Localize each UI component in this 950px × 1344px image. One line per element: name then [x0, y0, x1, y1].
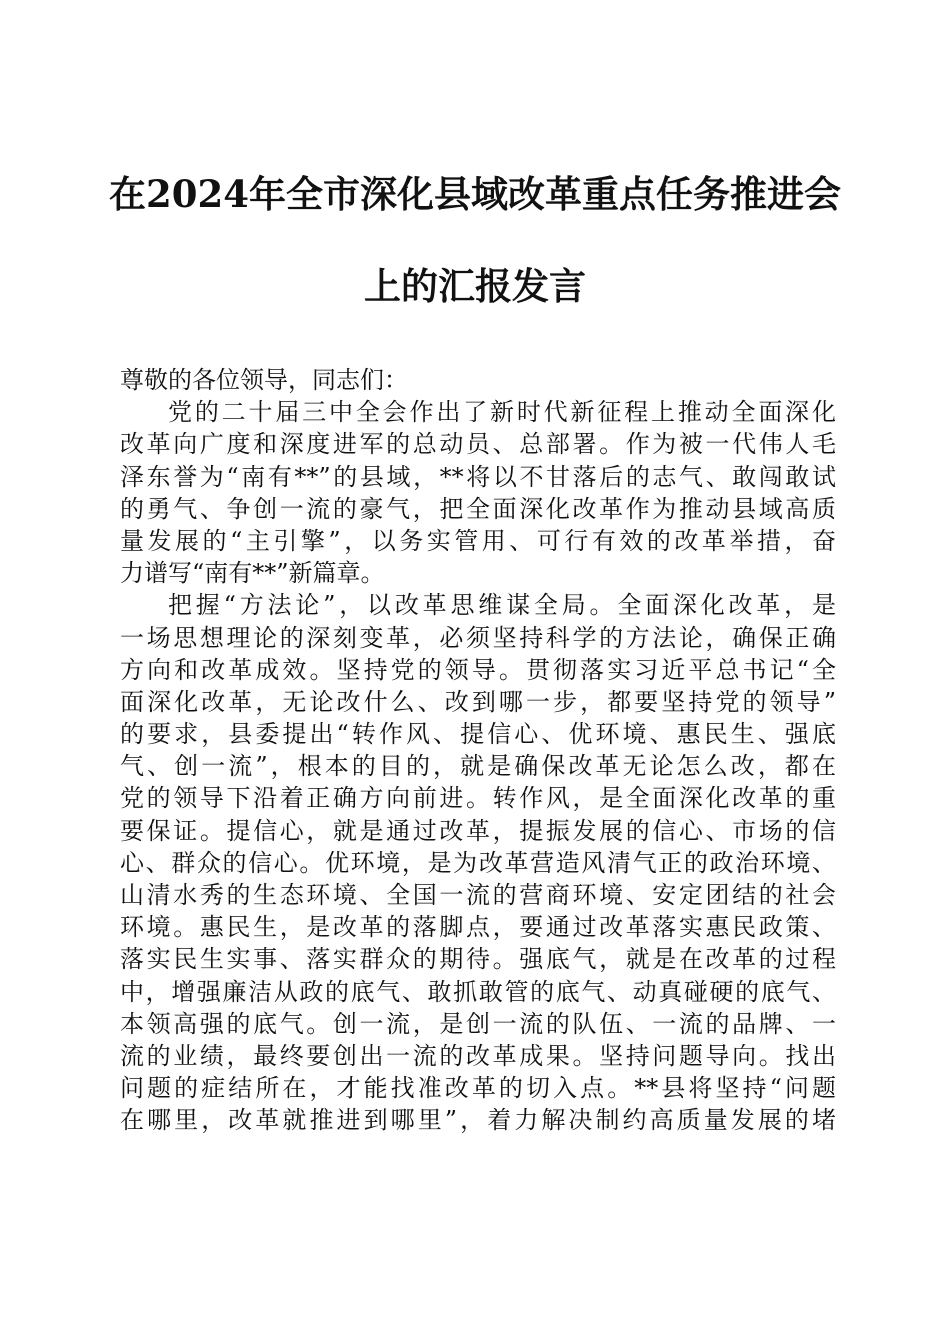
- paragraph-line: 心、群众的信心。优环境，是为改革营造风清气正的政治环境、: [120, 848, 836, 877]
- document-title-line-2: 上的汇报发言: [364, 264, 586, 308]
- paragraph-line: 要保证。提信心，就是通过改革，提振发展的信心、市场的信: [120, 816, 836, 845]
- paragraph-line: 的勇气、争创一流的豪气，把全面深化改革作为推动县域高质: [120, 494, 836, 523]
- paragraph-line: 本领高强的底气。创一流，是创一流的队伍、一流的品牌、一: [120, 1009, 836, 1038]
- document-body: [120, 364, 836, 1137]
- paragraph-line: 量发展的“主引擎”，以务实管用、可行有效的改革举措，奋: [120, 526, 836, 555]
- salutation: 尊敬的各位领导，同志们：: [120, 366, 408, 394]
- paragraph-line: 流的业绩，最终要创出一流的改革成果。坚持问题导向。找出: [120, 1041, 836, 1070]
- paragraph-line: 方向和改革成效。坚持党的领导。贯彻落实习近平总书记“全: [120, 655, 836, 684]
- paragraph-line: 面深化改革，无论改什么、改到哪一步，都要坚持党的领导”: [120, 687, 836, 716]
- paragraph-line: 气、创一流”，根本的目的，就是确保改革无论怎么改，都在: [120, 752, 836, 781]
- paragraph-line: 落实民生实事、落实群众的期待。强底气，就是在改革的过程: [120, 945, 836, 974]
- paragraph-line: 党的领导下沿着正确方向前进。转作风，是全面深化改革的重: [120, 784, 836, 813]
- paragraph-1: [120, 396, 836, 589]
- paragraph-2: [120, 589, 836, 1136]
- paragraph-line: 环境。惠民生，是改革的落脚点，要通过改革落实惠民政策、: [120, 913, 836, 942]
- paragraph-line: 的要求，县委提出“转作风、提信心、优环境、惠民生、强底: [120, 720, 836, 749]
- document-title-line-1: 在2024年全市深化县域改革重点任务推进会: [109, 172, 841, 216]
- paragraph-line: 力谱写“南有**”新篇章。: [120, 559, 385, 588]
- paragraph-line: 把握“方法论”，以改革思维谋全局。全面深化改革，是: [168, 591, 836, 620]
- paragraph-line: 问题的症结所在，才能找准改革的切入点。**县将坚持“问题: [120, 1074, 836, 1103]
- paragraph-line: 泽东誉为“南有**”的县域，**将以不甘落后的志气、敢闯敢试: [120, 462, 836, 491]
- paragraph-line: 在哪里，改革就推进到哪里”，着力解决制约高质量发展的堵: [120, 1106, 836, 1135]
- paragraph-line: 党的二十届三中全会作出了新时代新征程上推动全面深化: [168, 398, 836, 427]
- paragraph-line: 山清水秀的生态环境、全国一流的营商环境、安定团结的社会: [120, 881, 836, 909]
- paragraph-line: 中，增强廉洁从政的底气、敢抓敢管的底气、动真碰硬的底气、: [120, 977, 836, 1006]
- paragraph-line: 一场思想理论的深刻变革，必须坚持科学的方法论，确保正确: [120, 623, 836, 652]
- paragraph-line: 改革向广度和深度进军的总动员、总部署。作为被一代伟人毛: [120, 430, 836, 459]
